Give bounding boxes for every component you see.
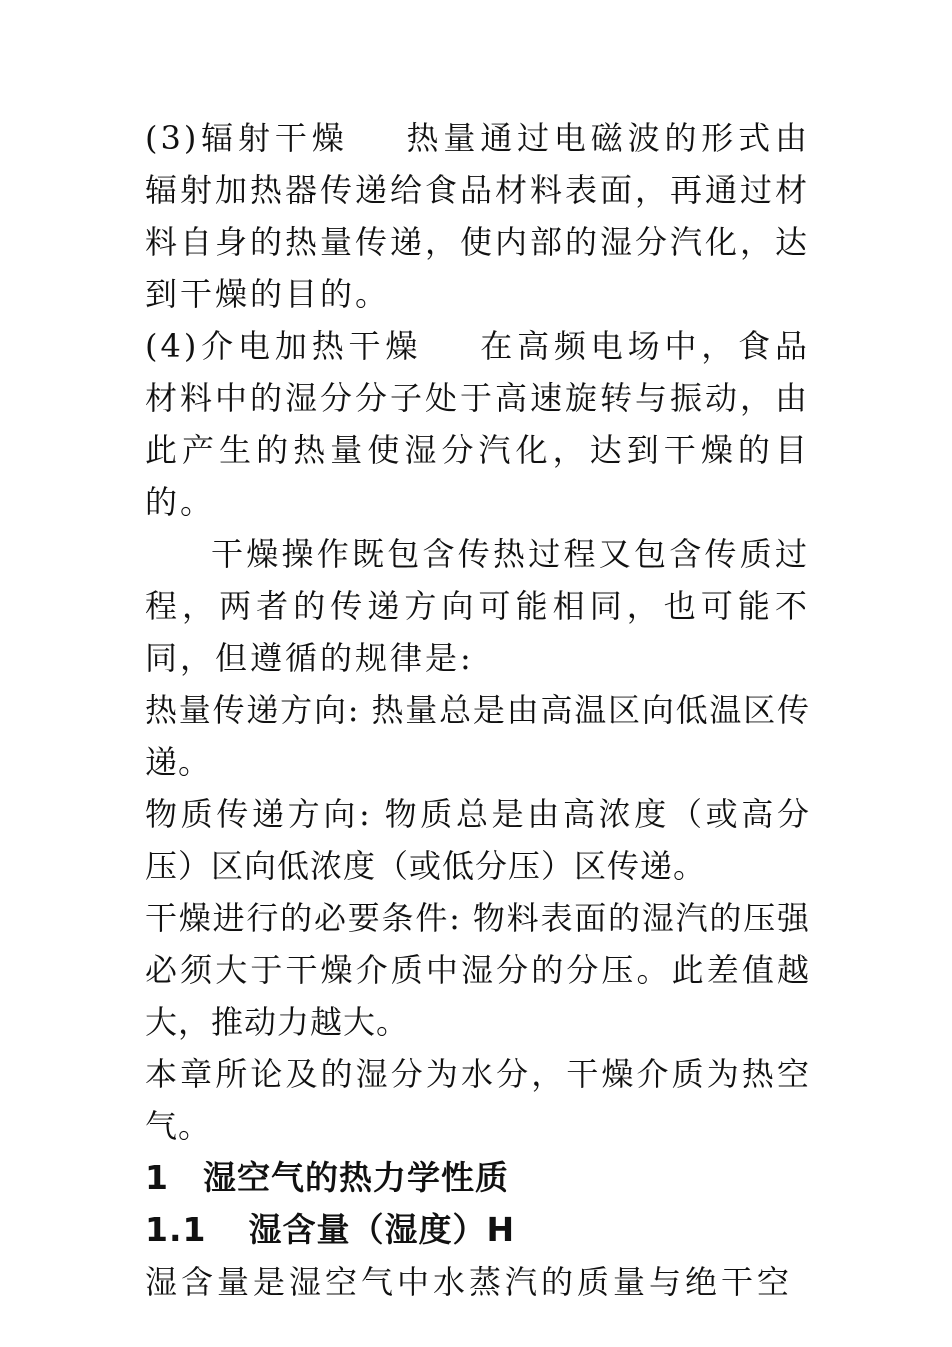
paragraph-radiation-drying bbox=[145, 112, 810, 320]
paragraph-mass-transfer: 物质传递方向: 物质总是由高浓度（或高分压）区向低浓度（或低分压）区传递。 bbox=[145, 795, 810, 885]
paragraph-drying-condition: 干燥进行的必要条件: 物料表面的湿汽的压强必须大于干燥介质中湿分的分压。此差值越大，推动力越大。 bbox=[145, 899, 810, 1041]
subsection-number: 1.1 bbox=[145, 1210, 207, 1249]
subsection-title: 湿含量（湿度）H bbox=[248, 1210, 516, 1249]
term-dielectric-drying: (4)介电加热干燥 bbox=[145, 327, 423, 365]
paragraph-intro: 干燥操作既包含传热过程又包含传质过程，两者的传递方向可能相同，也可能不同，但遵循的规律是: bbox=[145, 535, 810, 677]
paragraph-heat-transfer: 热量传递方向: 热量总是由高温区向低温区传递。 bbox=[145, 691, 810, 781]
section-heading bbox=[145, 1152, 810, 1204]
paragraph-scope: 本章所论及的湿分为水分，干燥介质为热空气。 bbox=[145, 1055, 810, 1145]
term-radiation-drying: (3)辐射干燥 bbox=[145, 119, 349, 157]
paragraph-humidity-definition: 湿含量是湿空气中水蒸汽的质量与绝干空 bbox=[145, 1263, 794, 1301]
document-body bbox=[145, 112, 810, 1308]
text-dielectric-drying: 在高频电场中，食品材料中的湿分分子处于高速旋转与振动，由此产生的热量使湿分汽化，达到干燥的目的。 bbox=[145, 327, 811, 521]
paragraph-dielectric-drying bbox=[145, 320, 810, 528]
section-title: 湿空气的热力学性质 bbox=[202, 1158, 509, 1197]
section-number: 1 bbox=[145, 1158, 169, 1197]
subsection-heading bbox=[145, 1204, 810, 1256]
text-radiation-drying: 热量通过电磁波的形式由辐射加热器传递给食品材料表面，再通过材料自身的热量传递，使内部的湿分汽化，达到干燥的目的。 bbox=[145, 119, 811, 313]
